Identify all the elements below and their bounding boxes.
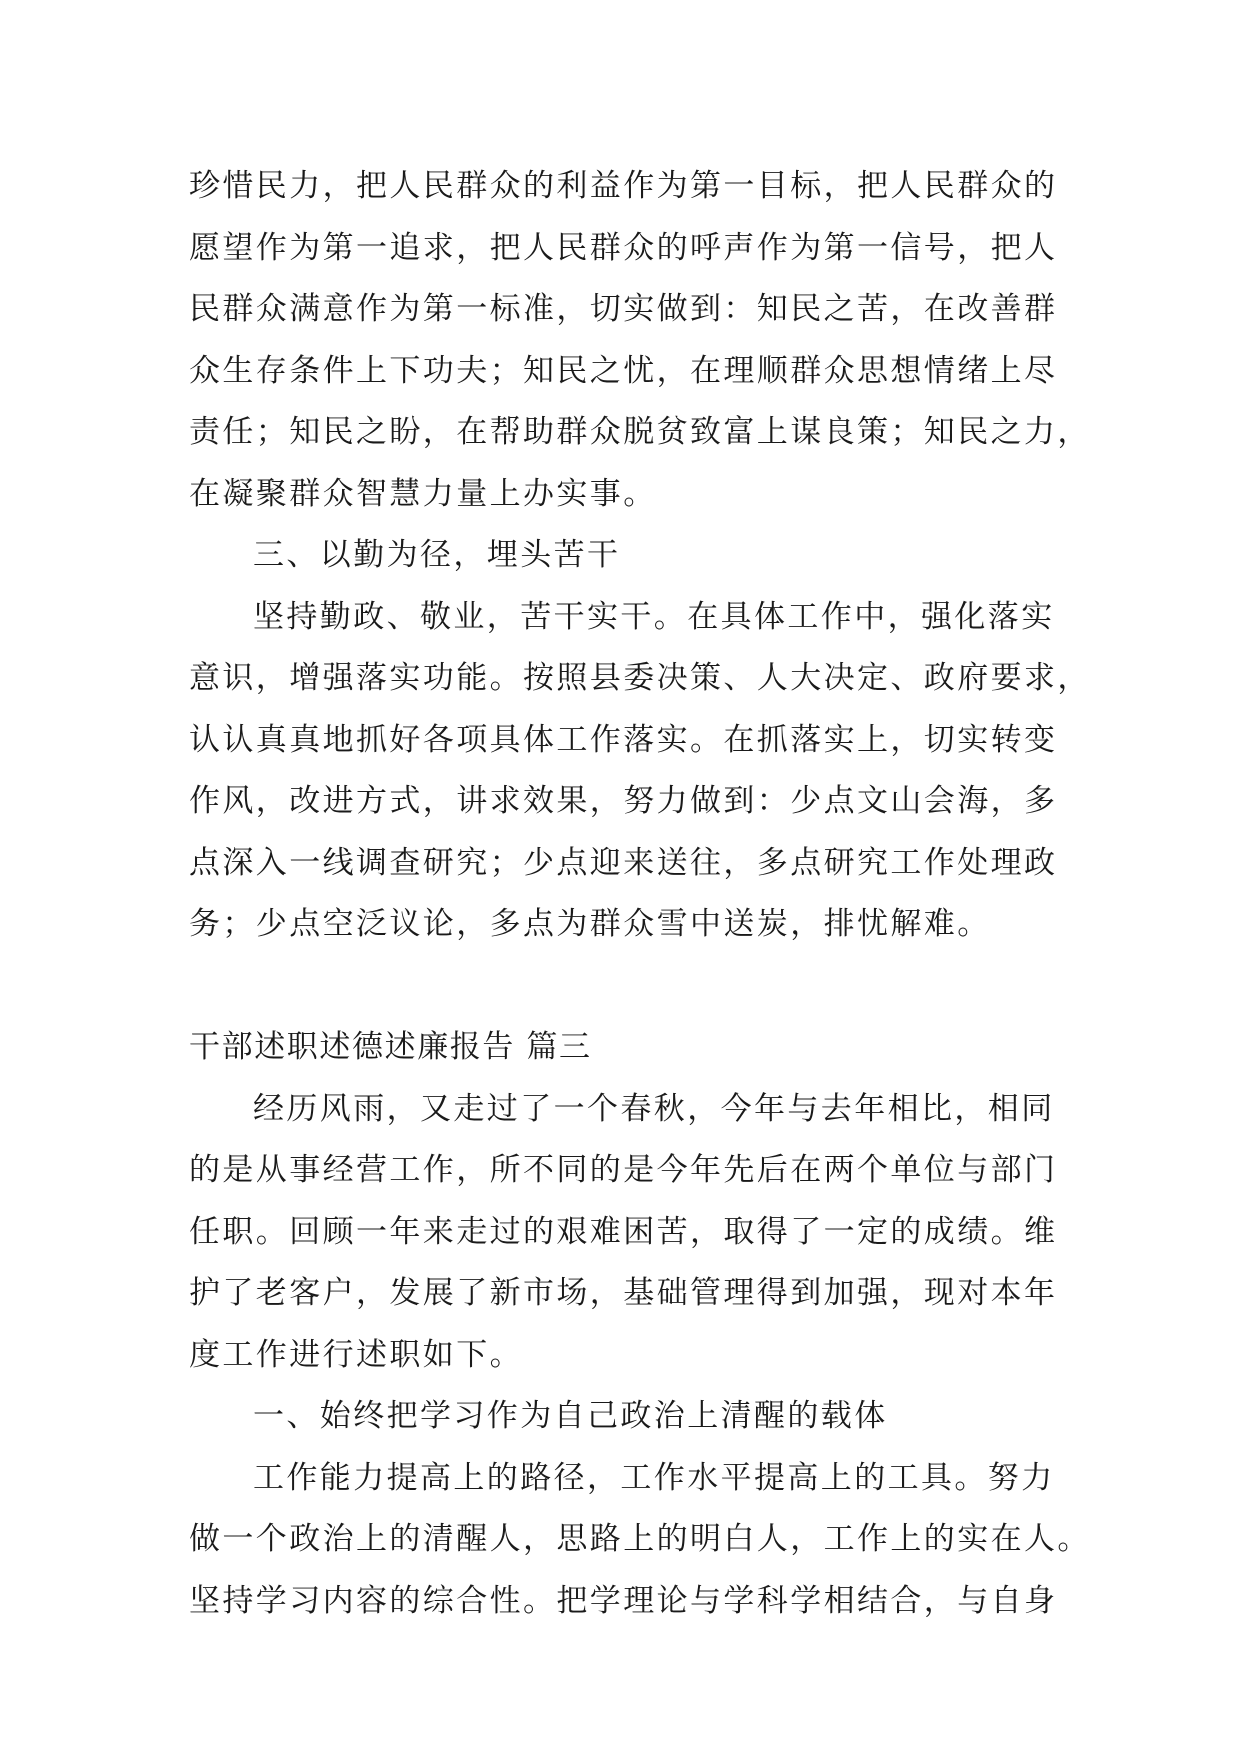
section-spacer <box>189 956 1051 1018</box>
document-body <box>189 156 1091 1632</box>
paragraph-line: 点深入一线调查研究；少点迎来送往，多点研究工作处理政 <box>189 844 1058 881</box>
paragraph-line: 护了老客户，发展了新市场，基础管理得到加强，现对本年 <box>189 1275 1058 1311</box>
paragraph-line: 责任；知民之盼，在帮助群众脱贫致富上谋良策；知民之力， <box>189 414 1091 450</box>
paragraph-line: 作风，改进方式，讲求效果，努力做到：少点文山会海，多 <box>189 783 1058 819</box>
paragraph-line: 愿望作为第一追求，把人民群众的呼声作为第一信号，把人 <box>189 229 1058 266</box>
paragraph-line: 经历风雨，又走过了一个春秋，今年与去年相比，相同 <box>253 1090 1055 1127</box>
paragraph-line: 众生存条件上下功夫；知民之忧，在理顺群众思想情绪上尽 <box>189 352 1058 389</box>
paragraph-line: 珍惜民力，把人民群众的利益作为第一目标，把人民群众的 <box>189 168 1058 204</box>
section-heading: 三、以勤为径，埋头苦干 <box>253 537 621 573</box>
paragraph-line: 度工作进行述职如下。 <box>189 1336 523 1373</box>
paragraph-line: 民群众满意作为第一标准，切实做到：知民之苦，在改善群 <box>189 291 1058 327</box>
paragraph-line: 在凝聚群众智慧力量上办实事。 <box>189 475 657 512</box>
paragraph-line: 坚持学习内容的综合性。把学理论与学科学相结合，与自身 <box>189 1582 1058 1619</box>
section-heading: 一、始终把学习作为自己政治上清醒的载体 <box>253 1398 888 1434</box>
paragraph-line: 务；少点空泛议论，多点为群众雪中送炭，排忧解难。 <box>189 906 991 942</box>
paragraph-line: 坚持勤政、敬业，苦干实干。在具体工作中，强化落实 <box>253 598 1055 635</box>
paragraph-line: 的是从事经营工作，所不同的是今年先后在两个单位与部门 <box>189 1152 1058 1188</box>
paragraph-line: 任职。回顾一年来走过的艰难困苦，取得了一定的成绩。维 <box>189 1213 1058 1250</box>
paragraph-line: 意识，增强落实功能。按照县委决策、人大决定、政府要求， <box>189 660 1091 696</box>
paragraph-line: 认认真真地抓好各项具体工作落实。在抓落实上，切实转变 <box>189 721 1058 758</box>
paragraph-line: 做一个政治上的清醒人，思路上的明白人，工作上的实在人。 <box>189 1521 1091 1557</box>
paragraph-line: 工作能力提高上的路径，工作水平提高上的工具。努力 <box>253 1459 1055 1496</box>
report-title: 干部述职述德述廉报告 篇三 <box>189 1029 592 1065</box>
